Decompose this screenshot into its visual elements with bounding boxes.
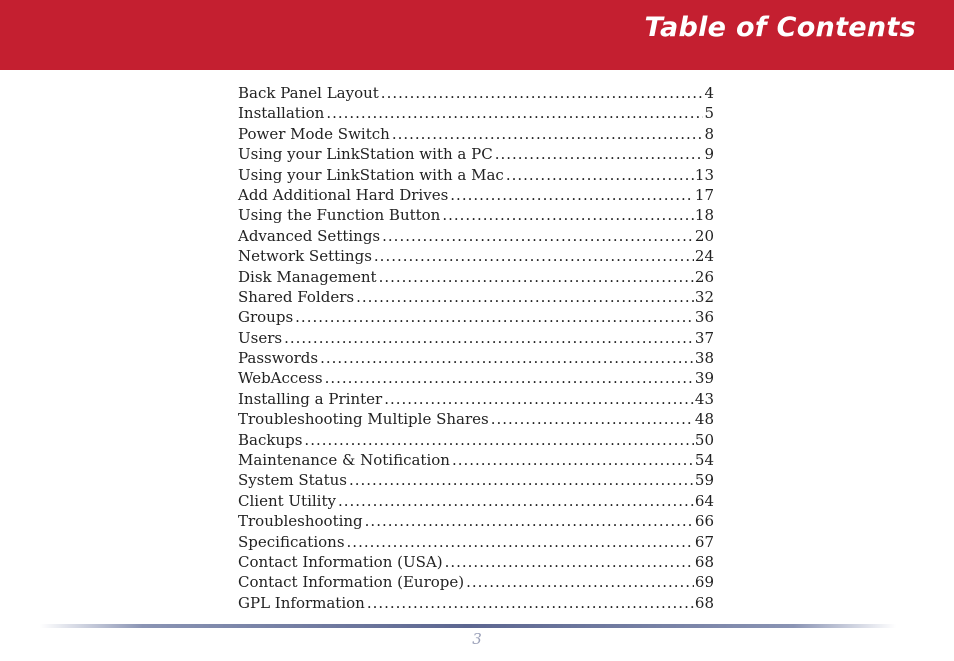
toc-entry[interactable] (238, 145, 714, 165)
toc-entry[interactable] (238, 268, 714, 288)
toc-entry-page: 39 (694, 369, 714, 388)
toc-dot-leader (382, 227, 694, 245)
toc-entry-title: WebAccess (238, 369, 323, 388)
toc-dot-leader (445, 553, 694, 571)
toc-entry-title: Users (238, 328, 283, 347)
toc-dot-leader (349, 471, 694, 489)
toc-entry[interactable] (238, 84, 714, 104)
toc-entry-title: Specifications (238, 532, 345, 551)
toc-entry-page: 20 (694, 226, 714, 245)
toc-entry-title: Installing a Printer (238, 389, 383, 408)
toc-dot-leader (495, 145, 704, 163)
toc-dot-leader (295, 308, 694, 326)
toc-entry-page: 8 (704, 124, 714, 143)
toc-dot-leader (320, 349, 694, 367)
toc-dot-leader (450, 186, 694, 204)
toc-entry-page: 5 (704, 104, 714, 123)
toc-entry-title: Contact Information (Europe) (238, 573, 465, 592)
toc-entry-page: 36 (694, 308, 714, 327)
toc-entry-page: 9 (704, 145, 714, 164)
toc-entry-page: 4 (704, 84, 714, 102)
toc-entry[interactable] (238, 166, 714, 186)
toc-entry-title: Using your LinkStation with a Mac (238, 165, 504, 184)
toc-entry-page: 17 (694, 185, 714, 204)
toc-dot-leader (325, 369, 694, 387)
page-title: Table of Contents (644, 12, 916, 43)
toc-entry-page: 68 (694, 593, 714, 612)
toc-entry-title: Using your LinkStation with a PC (238, 145, 493, 164)
toc-entry-page: 18 (694, 206, 714, 225)
toc-entry-title: Power Mode Switch (238, 124, 390, 143)
toc-entry[interactable] (238, 125, 714, 145)
toc-entry-page: 48 (694, 410, 714, 429)
toc-entry[interactable] (238, 288, 714, 308)
toc-entry-page: 13 (694, 165, 714, 184)
page-number: 3 (472, 630, 482, 648)
toc-dot-leader (356, 288, 694, 306)
toc-entry[interactable] (238, 247, 714, 267)
toc-entry-title: Add Additional Hard Drives (238, 185, 449, 204)
toc-dot-leader (347, 533, 694, 551)
toc-dot-leader (326, 104, 703, 122)
toc-entry[interactable] (238, 431, 714, 451)
toc-dot-leader (379, 268, 694, 286)
toc-entry-title: Maintenance & Notification (238, 451, 450, 470)
toc-entry[interactable] (238, 492, 714, 512)
toc-dot-leader (506, 166, 694, 184)
toc-entry-title: Client Utility (238, 491, 336, 510)
toc-entry[interactable] (238, 512, 714, 532)
toc-dot-leader (338, 492, 694, 510)
toc-entry-title: Passwords (238, 349, 319, 368)
toc-dot-leader (392, 125, 704, 143)
toc-entry[interactable] (238, 349, 714, 369)
table-of-contents (238, 84, 714, 614)
toc-entry-title: Back Panel Layout (238, 84, 379, 102)
toc-entry-page: 67 (694, 532, 714, 551)
toc-entry-title: System Status (238, 471, 347, 490)
toc-entry-title: Troubleshooting (238, 512, 363, 531)
toc-entry-page: 32 (694, 287, 714, 306)
toc-entry[interactable] (238, 451, 714, 471)
toc-entry-title: Groups (238, 308, 294, 327)
toc-entry[interactable] (238, 186, 714, 206)
toc-dot-leader (284, 329, 694, 347)
toc-dot-leader (442, 206, 694, 224)
toc-entry-title: Troubleshooting Multiple Shares (238, 410, 489, 429)
toc-entry[interactable] (238, 206, 714, 226)
toc-entry-page: 59 (694, 471, 714, 490)
toc-dot-leader (365, 512, 694, 530)
toc-entry[interactable] (238, 329, 714, 349)
toc-dot-leader (384, 390, 694, 408)
toc-dot-leader (466, 573, 694, 591)
toc-dot-leader (491, 410, 694, 428)
toc-entry[interactable] (238, 533, 714, 553)
toc-entry-page: 24 (694, 247, 714, 266)
header-banner (0, 0, 954, 70)
toc-entry-page: 37 (694, 328, 714, 347)
toc-entry-page: 54 (694, 451, 714, 470)
footer-divider (40, 624, 896, 628)
toc-entry-page: 38 (694, 349, 714, 368)
toc-dot-leader (367, 594, 694, 612)
toc-entry-title: Backups (238, 430, 303, 449)
toc-entry-title: Disk Management (238, 267, 377, 286)
toc-entry-page: 66 (694, 512, 714, 531)
toc-entry-title: Using the Function Button (238, 206, 441, 225)
toc-entry-title: Network Settings (238, 247, 372, 266)
toc-entry[interactable] (238, 471, 714, 491)
toc-entry-title: GPL Information (238, 593, 365, 612)
toc-entry[interactable] (238, 390, 714, 410)
toc-entry[interactable] (238, 410, 714, 430)
toc-entry-title: Installation (238, 104, 325, 123)
toc-entry-page: 43 (694, 389, 714, 408)
toc-dot-leader (374, 247, 694, 265)
toc-entry[interactable] (238, 308, 714, 328)
toc-entry[interactable] (238, 553, 714, 573)
toc-entry-title: Shared Folders (238, 287, 355, 306)
toc-entry[interactable] (238, 369, 714, 389)
toc-entry-page: 68 (694, 552, 714, 571)
toc-entry[interactable] (238, 573, 714, 593)
toc-entry-page: 69 (694, 573, 714, 592)
toc-entry[interactable] (238, 227, 714, 247)
toc-entry-page: 64 (694, 491, 714, 510)
toc-dot-leader (304, 431, 693, 449)
toc-entry[interactable] (238, 594, 714, 614)
toc-entry-page: 50 (694, 430, 714, 449)
toc-entry-title: Contact Information (USA) (238, 552, 443, 571)
toc-dot-leader (452, 451, 694, 469)
toc-dot-leader (381, 84, 704, 102)
toc-entry-page: 26 (694, 267, 714, 286)
toc-entry-title: Advanced Settings (238, 226, 381, 245)
toc-entry[interactable] (238, 104, 714, 124)
